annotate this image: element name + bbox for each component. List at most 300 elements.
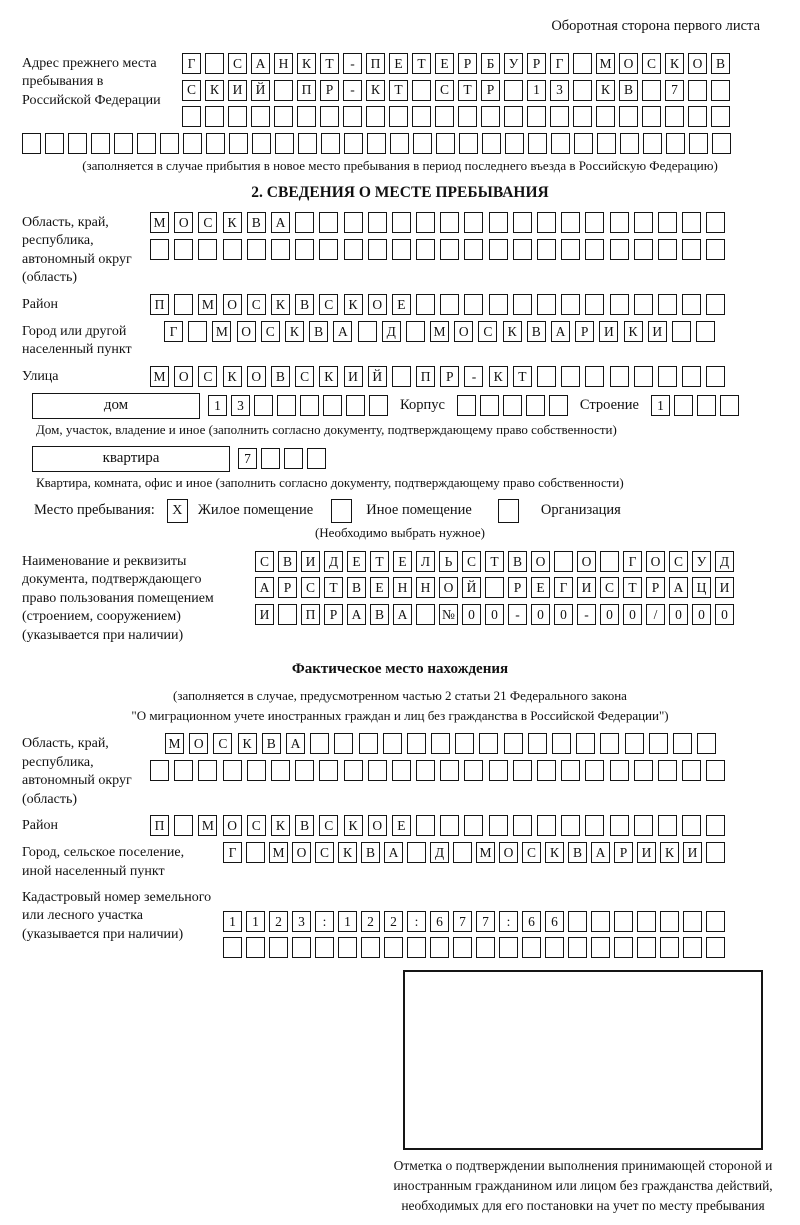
grid-cell[interactable] <box>485 577 504 598</box>
grid-cell[interactable] <box>658 760 677 781</box>
grid-cell[interactable]: Е <box>531 577 550 598</box>
grid-cell[interactable] <box>673 733 692 754</box>
grid-cell[interactable]: С <box>228 53 247 74</box>
grid-cell[interactable] <box>688 80 707 101</box>
grid-cell[interactable]: Е <box>435 53 454 74</box>
grid-cell[interactable]: Т <box>324 577 343 598</box>
grid-cell[interactable]: С <box>319 294 338 315</box>
grid-cell[interactable] <box>658 366 677 387</box>
grid-cell[interactable] <box>711 106 730 127</box>
grid-cell[interactable]: Н <box>393 577 412 598</box>
grid-cell[interactable] <box>319 212 338 233</box>
grid-cell[interactable]: М <box>165 733 184 754</box>
grid-cell[interactable]: 2 <box>384 911 403 932</box>
grid-cell[interactable]: К <box>489 366 508 387</box>
grid-cell[interactable]: Т <box>389 80 408 101</box>
grid-cell[interactable]: Р <box>278 577 297 598</box>
grid-cell[interactable]: С <box>315 842 334 863</box>
grid-cell[interactable]: 7 <box>238 448 257 469</box>
grid-cell[interactable] <box>298 133 317 154</box>
grid-cell[interactable] <box>277 395 296 416</box>
grid-cell[interactable]: И <box>301 551 320 572</box>
grid-cell[interactable] <box>413 133 432 154</box>
grid-cell[interactable]: Й <box>462 577 481 598</box>
grid-cell[interactable]: М <box>212 321 231 342</box>
grid-cell[interactable]: К <box>366 80 385 101</box>
grid-cell[interactable] <box>513 212 532 233</box>
grid-cell[interactable] <box>554 551 573 572</box>
grid-cell[interactable] <box>545 937 564 958</box>
grid-cell[interactable] <box>416 815 435 836</box>
grid-cell[interactable]: 1 <box>527 80 546 101</box>
grid-cell[interactable] <box>682 815 701 836</box>
grid-cell[interactable]: О <box>223 294 242 315</box>
grid-cell[interactable]: К <box>271 294 290 315</box>
grid-cell[interactable]: В <box>295 815 314 836</box>
grid-cell[interactable] <box>310 733 329 754</box>
grid-cell[interactable] <box>476 937 495 958</box>
grid-cell[interactable]: О <box>454 321 473 342</box>
grid-cell[interactable]: Т <box>458 80 477 101</box>
grid-cell[interactable] <box>182 106 201 127</box>
grid-cell[interactable]: М <box>150 366 169 387</box>
grid-cell[interactable] <box>174 239 193 260</box>
grid-cell[interactable] <box>537 212 556 233</box>
grid-cell[interactable]: В <box>271 366 290 387</box>
grid-cell[interactable] <box>505 133 524 154</box>
grid-cell[interactable]: В <box>347 577 366 598</box>
grid-cell[interactable] <box>254 395 273 416</box>
grid-cell[interactable] <box>91 133 110 154</box>
grid-cell[interactable]: 0 <box>531 604 550 625</box>
grid-cell[interactable] <box>552 733 571 754</box>
grid-cell[interactable]: Р <box>575 321 594 342</box>
grid-cell[interactable]: В <box>527 321 546 342</box>
grid-cell[interactable]: С <box>295 366 314 387</box>
grid-cell[interactable]: В <box>568 842 587 863</box>
grid-cell[interactable] <box>174 815 193 836</box>
grid-cell[interactable] <box>596 106 615 127</box>
grid-cell[interactable]: Н <box>416 577 435 598</box>
grid-cell[interactable]: - <box>508 604 527 625</box>
grid-cell[interactable]: О <box>237 321 256 342</box>
grid-cell[interactable] <box>642 106 661 127</box>
grid-cell[interactable]: - <box>577 604 596 625</box>
grid-cell[interactable] <box>625 733 644 754</box>
grid-cell[interactable] <box>689 133 708 154</box>
grid-cell[interactable]: С <box>261 321 280 342</box>
grid-cell[interactable] <box>307 448 326 469</box>
grid-cell[interactable] <box>610 760 629 781</box>
grid-cell[interactable] <box>278 604 297 625</box>
grid-cell[interactable] <box>513 815 532 836</box>
grid-cell[interactable]: 3 <box>231 395 250 416</box>
grid-cell[interactable] <box>711 80 730 101</box>
grid-cell[interactable]: 6 <box>545 911 564 932</box>
grid-cell[interactable] <box>513 760 532 781</box>
grid-cell[interactable] <box>585 366 604 387</box>
grid-cell[interactable]: К <box>338 842 357 863</box>
grid-cell[interactable] <box>696 321 715 342</box>
grid-cell[interactable] <box>568 937 587 958</box>
grid-cell[interactable]: 0 <box>485 604 504 625</box>
grid-cell[interactable] <box>435 106 454 127</box>
grid-cell[interactable] <box>459 133 478 154</box>
grid-cell[interactable]: Н <box>274 53 293 74</box>
grid-cell[interactable] <box>392 760 411 781</box>
grid-cell[interactable] <box>682 366 701 387</box>
grid-cell[interactable]: К <box>596 80 615 101</box>
grid-cell[interactable]: М <box>596 53 615 74</box>
grid-cell[interactable] <box>504 80 523 101</box>
grid-cell[interactable]: С <box>478 321 497 342</box>
grid-cell[interactable] <box>585 294 604 315</box>
grid-cell[interactable]: 0 <box>600 604 619 625</box>
grid-cell[interactable] <box>384 937 403 958</box>
grid-cell[interactable] <box>369 395 388 416</box>
grid-cell[interactable] <box>344 212 363 233</box>
grid-cell[interactable]: Ь <box>439 551 458 572</box>
grid-cell[interactable]: : <box>407 911 426 932</box>
grid-cell[interactable] <box>683 911 702 932</box>
grid-cell[interactable] <box>482 133 501 154</box>
grid-cell[interactable]: : <box>499 911 518 932</box>
grid-cell[interactable] <box>480 395 499 416</box>
grid-cell[interactable] <box>504 106 523 127</box>
grid-cell[interactable]: А <box>255 577 274 598</box>
grid-cell[interactable] <box>658 294 677 315</box>
grid-cell[interactable] <box>292 937 311 958</box>
grid-cell[interactable]: 0 <box>669 604 688 625</box>
grid-cell[interactable]: С <box>522 842 541 863</box>
grid-cell[interactable] <box>522 937 541 958</box>
grid-cell[interactable] <box>527 106 546 127</box>
grid-cell[interactable] <box>674 395 693 416</box>
grid-cell[interactable]: Е <box>370 577 389 598</box>
grid-cell[interactable]: И <box>648 321 667 342</box>
grid-cell[interactable] <box>537 366 556 387</box>
grid-cell[interactable]: Г <box>554 577 573 598</box>
grid-cell[interactable]: Т <box>485 551 504 572</box>
grid-cell[interactable] <box>247 239 266 260</box>
grid-cell[interactable] <box>436 133 455 154</box>
grid-cell[interactable] <box>205 106 224 127</box>
grid-cell[interactable]: : <box>315 911 334 932</box>
grid-cell[interactable]: В <box>295 294 314 315</box>
grid-cell[interactable] <box>706 842 725 863</box>
grid-cell[interactable] <box>706 911 725 932</box>
grid-cell[interactable] <box>658 239 677 260</box>
grid-cell[interactable] <box>407 733 426 754</box>
grid-cell[interactable]: П <box>150 294 169 315</box>
grid-cell[interactable] <box>643 133 662 154</box>
grid-cell[interactable] <box>637 911 656 932</box>
grid-cell[interactable]: А <box>347 604 366 625</box>
grid-cell[interactable] <box>319 239 338 260</box>
grid-cell[interactable] <box>568 911 587 932</box>
grid-cell[interactable] <box>526 395 545 416</box>
grid-cell[interactable]: Д <box>382 321 401 342</box>
grid-cell[interactable] <box>406 321 425 342</box>
grid-cell[interactable]: А <box>551 321 570 342</box>
grid-cell[interactable] <box>561 760 580 781</box>
grid-cell[interactable] <box>479 733 498 754</box>
grid-cell[interactable]: К <box>665 53 684 74</box>
grid-cell[interactable]: О <box>499 842 518 863</box>
grid-cell[interactable]: М <box>198 815 217 836</box>
grid-cell[interactable] <box>528 733 547 754</box>
house-type-box[interactable]: дом <box>32 393 200 419</box>
grid-cell[interactable] <box>610 366 629 387</box>
grid-cell[interactable] <box>550 106 569 127</box>
grid-cell[interactable]: И <box>599 321 618 342</box>
grid-cell[interactable]: К <box>624 321 643 342</box>
grid-cell[interactable]: Р <box>440 366 459 387</box>
grid-cell[interactable]: Л <box>416 551 435 572</box>
grid-cell[interactable] <box>464 239 483 260</box>
grid-cell[interactable]: А <box>271 212 290 233</box>
grid-cell[interactable] <box>440 239 459 260</box>
grid-cell[interactable]: О <box>577 551 596 572</box>
grid-cell[interactable]: - <box>343 80 362 101</box>
grid-cell[interactable] <box>561 815 580 836</box>
grid-cell[interactable] <box>634 366 653 387</box>
grid-cell[interactable]: О <box>619 53 638 74</box>
grid-cell[interactable]: 1 <box>651 395 670 416</box>
grid-cell[interactable] <box>367 133 386 154</box>
grid-cell[interactable]: О <box>439 577 458 598</box>
grid-cell[interactable] <box>246 937 265 958</box>
grid-cell[interactable] <box>665 106 684 127</box>
grid-cell[interactable]: К <box>344 294 363 315</box>
grid-cell[interactable] <box>658 212 677 233</box>
grid-cell[interactable] <box>513 294 532 315</box>
grid-cell[interactable] <box>591 911 610 932</box>
grid-cell[interactable] <box>682 294 701 315</box>
grid-cell[interactable] <box>549 395 568 416</box>
grid-cell[interactable] <box>247 760 266 781</box>
grid-cell[interactable] <box>573 53 592 74</box>
grid-cell[interactable]: Р <box>527 53 546 74</box>
grid-cell[interactable]: В <box>278 551 297 572</box>
grid-cell[interactable] <box>706 294 725 315</box>
grid-cell[interactable]: Т <box>412 53 431 74</box>
grid-cell[interactable]: Й <box>368 366 387 387</box>
grid-cell[interactable] <box>383 733 402 754</box>
grid-cell[interactable] <box>457 395 476 416</box>
grid-cell[interactable] <box>537 294 556 315</box>
grid-cell[interactable] <box>297 106 316 127</box>
grid-cell[interactable]: О <box>368 815 387 836</box>
grid-cell[interactable] <box>706 366 725 387</box>
grid-cell[interactable] <box>537 760 556 781</box>
grid-cell[interactable] <box>464 760 483 781</box>
grid-cell[interactable] <box>300 395 319 416</box>
grid-cell[interactable] <box>489 815 508 836</box>
grid-cell[interactable]: Д <box>715 551 734 572</box>
grid-cell[interactable]: 2 <box>269 911 288 932</box>
grid-cell[interactable] <box>513 239 532 260</box>
grid-cell[interactable] <box>573 80 592 101</box>
grid-cell[interactable] <box>576 733 595 754</box>
grid-cell[interactable]: 0 <box>623 604 642 625</box>
grid-cell[interactable] <box>223 760 242 781</box>
grid-cell[interactable] <box>368 239 387 260</box>
grid-cell[interactable] <box>22 133 41 154</box>
grid-cell[interactable]: А <box>591 842 610 863</box>
grid-cell[interactable] <box>706 760 725 781</box>
grid-cell[interactable] <box>551 133 570 154</box>
grid-cell[interactable] <box>455 733 474 754</box>
grid-cell[interactable]: И <box>255 604 274 625</box>
grid-cell[interactable] <box>269 937 288 958</box>
grid-cell[interactable] <box>229 133 248 154</box>
grid-cell[interactable]: О <box>189 733 208 754</box>
grid-cell[interactable] <box>275 133 294 154</box>
grid-cell[interactable]: У <box>504 53 523 74</box>
grid-cell[interactable]: 7 <box>453 911 472 932</box>
grid-cell[interactable] <box>634 212 653 233</box>
grid-cell[interactable] <box>504 733 523 754</box>
grid-cell[interactable] <box>392 366 411 387</box>
grid-cell[interactable]: С <box>669 551 688 572</box>
grid-cell[interactable] <box>697 733 716 754</box>
grid-cell[interactable] <box>614 911 633 932</box>
grid-cell[interactable] <box>198 239 217 260</box>
grid-cell[interactable] <box>440 760 459 781</box>
grid-cell[interactable] <box>252 133 271 154</box>
grid-cell[interactable] <box>323 395 342 416</box>
grid-cell[interactable]: Б <box>481 53 500 74</box>
grid-cell[interactable]: У <box>692 551 711 572</box>
grid-cell[interactable]: Й <box>251 80 270 101</box>
grid-cell[interactable]: О <box>247 366 266 387</box>
grid-cell[interactable] <box>416 239 435 260</box>
grid-cell[interactable]: Т <box>513 366 532 387</box>
grid-cell[interactable] <box>390 133 409 154</box>
grid-cell[interactable] <box>712 133 731 154</box>
grid-cell[interactable] <box>440 294 459 315</box>
grid-cell[interactable]: И <box>637 842 656 863</box>
grid-cell[interactable] <box>585 239 604 260</box>
grid-cell[interactable] <box>600 733 619 754</box>
grid-cell[interactable] <box>574 133 593 154</box>
grid-cell[interactable]: С <box>213 733 232 754</box>
grid-cell[interactable] <box>407 842 426 863</box>
grid-cell[interactable] <box>416 294 435 315</box>
grid-cell[interactable]: И <box>577 577 596 598</box>
grid-cell[interactable] <box>206 133 225 154</box>
grid-cell[interactable]: К <box>545 842 564 863</box>
grid-cell[interactable]: Р <box>508 577 527 598</box>
grid-cell[interactable] <box>344 133 363 154</box>
grid-cell[interactable] <box>274 80 293 101</box>
grid-cell[interactable] <box>344 239 363 260</box>
grid-cell[interactable] <box>431 733 450 754</box>
grid-cell[interactable]: Ц <box>692 577 711 598</box>
grid-cell[interactable] <box>610 294 629 315</box>
grid-cell[interactable] <box>537 239 556 260</box>
grid-cell[interactable] <box>45 133 64 154</box>
checkbox-other-premises[interactable] <box>331 499 352 523</box>
grid-cell[interactable] <box>412 106 431 127</box>
grid-cell[interactable] <box>585 212 604 233</box>
grid-cell[interactable]: К <box>285 321 304 342</box>
grid-cell[interactable]: О <box>531 551 550 572</box>
grid-cell[interactable]: И <box>228 80 247 101</box>
grid-cell[interactable] <box>610 212 629 233</box>
grid-cell[interactable] <box>489 212 508 233</box>
grid-cell[interactable]: М <box>430 321 449 342</box>
grid-cell[interactable]: Г <box>623 551 642 572</box>
grid-cell[interactable]: Е <box>392 815 411 836</box>
grid-cell[interactable]: С <box>600 577 619 598</box>
grid-cell[interactable] <box>407 937 426 958</box>
grid-cell[interactable] <box>600 551 619 572</box>
grid-cell[interactable]: В <box>711 53 730 74</box>
grid-cell[interactable] <box>720 395 739 416</box>
grid-cell[interactable]: К <box>271 815 290 836</box>
grid-cell[interactable]: 1 <box>246 911 265 932</box>
grid-cell[interactable] <box>205 53 224 74</box>
grid-cell[interactable] <box>620 133 639 154</box>
grid-cell[interactable] <box>344 760 363 781</box>
grid-cell[interactable] <box>319 760 338 781</box>
grid-cell[interactable]: О <box>646 551 665 572</box>
grid-cell[interactable] <box>366 106 385 127</box>
grid-cell[interactable]: О <box>174 212 193 233</box>
grid-cell[interactable]: М <box>150 212 169 233</box>
grid-cell[interactable] <box>346 395 365 416</box>
grid-cell[interactable]: С <box>198 212 217 233</box>
grid-cell[interactable]: / <box>646 604 665 625</box>
grid-cell[interactable]: П <box>366 53 385 74</box>
grid-cell[interactable] <box>174 294 193 315</box>
grid-cell[interactable]: Т <box>320 53 339 74</box>
grid-cell[interactable]: А <box>669 577 688 598</box>
grid-cell[interactable] <box>561 294 580 315</box>
grid-cell[interactable] <box>295 212 314 233</box>
grid-cell[interactable] <box>150 239 169 260</box>
grid-cell[interactable]: Р <box>458 53 477 74</box>
grid-cell[interactable]: Р <box>324 604 343 625</box>
grid-cell[interactable]: Р <box>614 842 633 863</box>
grid-cell[interactable]: В <box>619 80 638 101</box>
grid-cell[interactable] <box>251 106 270 127</box>
grid-cell[interactable]: Т <box>370 551 389 572</box>
grid-cell[interactable] <box>188 321 207 342</box>
grid-cell[interactable] <box>430 937 449 958</box>
grid-cell[interactable]: 0 <box>554 604 573 625</box>
grid-cell[interactable] <box>706 212 725 233</box>
grid-cell[interactable]: - <box>343 53 362 74</box>
grid-cell[interactable]: С <box>247 294 266 315</box>
grid-cell[interactable] <box>464 815 483 836</box>
grid-cell[interactable]: Р <box>320 80 339 101</box>
grid-cell[interactable] <box>295 239 314 260</box>
grid-cell[interactable]: К <box>238 733 257 754</box>
grid-cell[interactable]: № <box>439 604 458 625</box>
grid-cell[interactable] <box>614 937 633 958</box>
grid-cell[interactable] <box>368 212 387 233</box>
grid-cell[interactable]: И <box>683 842 702 863</box>
grid-cell[interactable]: 1 <box>223 911 242 932</box>
grid-cell[interactable] <box>634 294 653 315</box>
grid-cell[interactable] <box>271 239 290 260</box>
grid-cell[interactable] <box>610 239 629 260</box>
grid-cell[interactable] <box>343 106 362 127</box>
grid-cell[interactable]: Д <box>430 842 449 863</box>
